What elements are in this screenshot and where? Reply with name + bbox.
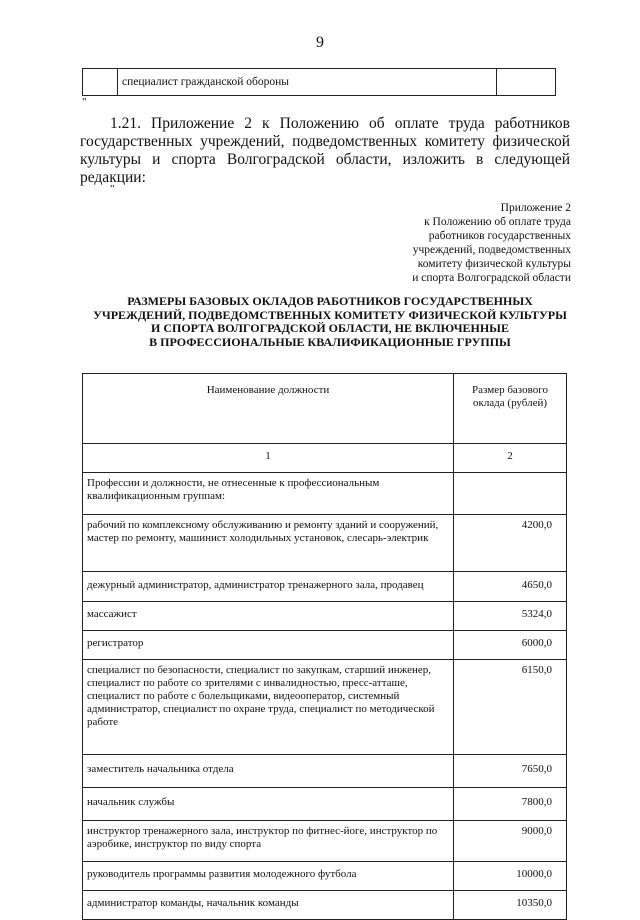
empty-cell [497,69,556,96]
position-name-cell: администратор команды, начальник команды [83,891,454,920]
document-heading [80,295,580,349]
position-name-cell: массажист [83,602,454,631]
salary-cell: 6000,0 [454,631,567,660]
position-name-cell: специалист по безопасности, специалист по закупкам, старший инженер, специалист по работе со зрителями с инвалидностью, пресс-атташе, специалист по работе с болельщиками, видеооператор, системный администратор, специалист по охране труда, специалист по методической работе [83,660,454,755]
position-name-cell: заместитель начальника отдела [83,755,454,788]
salary-table [82,373,567,920]
heading-line: РАЗМЕРЫ БАЗОВЫХ ОКЛАДОВ РАБОТНИКОВ ГОСУДАРСТВЕННЫХ [127,294,533,308]
appendix-line: к Положению об оплате труда [424,216,571,228]
salary-cell: 6150,0 [454,660,567,755]
table-row [83,602,567,631]
table-row [83,821,567,862]
continued-table-fragment [82,68,556,96]
position-name-cell: рабочий по комплексному обслуживанию и ремонту зданий и сооружений, мастер по ремонту, машинист холодильных установок, слесарь-электрик [83,515,454,572]
position-name-cell: начальник службы [83,788,454,821]
column-header-salary: Размер базового оклада (рублей) [454,374,567,444]
salary-cell: 5324,0 [454,602,567,631]
salary-cell: 7800,0 [454,788,567,821]
column-number: 2 [454,444,567,473]
appendix-reference [311,201,571,285]
position-name-cell: Профессии и должности, не отнесенные к профессиональным квалификационным группам: [83,473,454,515]
salary-cell: 10350,0 [454,891,567,920]
appendix-line: учреждений, подведомственных [412,244,571,256]
position-name-cell: инструктор тренажерного зала, инструктор по фитнес-йоге, инструктор по аэробике, инструктор по виду спорта [83,821,454,862]
heading-line: В ПРОФЕССИОНАЛЬНЫЕ КВАЛИФИКАЦИОННЫЕ ГРУППЫ [149,334,511,349]
appendix-line: комитету физической культуры [417,258,571,270]
opening-quote-mark: " [110,183,115,195]
table-row [83,631,567,660]
table-row [83,788,567,821]
table-row [83,755,567,788]
table-row [83,69,556,96]
position-name-cell: специалист гражданской обороны [118,69,497,96]
position-name-cell: руководитель программы развития молодежного футбола [83,862,454,891]
heading-line: УЧРЕЖДЕНИЙ, ПОДВЕДОМСТВЕННЫХ КОМИТЕТУ ФИЗИЧЕСКОЙ КУЛЬТУРЫ [93,307,567,322]
salary-cell: 10000,0 [454,862,567,891]
appendix-line: работников государственных [428,230,571,242]
closing-quote-mark: " [82,96,87,108]
column-number: 1 [83,444,454,473]
table-header-row [83,374,567,444]
table-row [83,891,567,920]
position-name-cell: регистратор [83,631,454,660]
page-number: 9 [316,34,324,51]
amendment-paragraph: 1.21. Приложение 2 к Положению об оплате труда работников государственных учреждений, подведомственных комитету физической культуры и спорта Волгоградской области, изложить в следующей редакции: [80,115,570,186]
heading-line: И СПОРТА ВОЛГОГРАДСКОЙ ОБЛАСТИ, НЕ ВКЛЮЧЕННЫЕ [151,321,509,335]
salary-cell: 4650,0 [454,572,567,602]
table-row [83,660,567,755]
table-row [83,515,567,572]
column-header-position: Наименование должности [83,374,454,444]
salary-cell: 7650,0 [454,755,567,788]
salary-cell: 4200,0 [454,515,567,572]
appendix-line: и спорта Волгоградской области [412,272,571,284]
table-row [83,572,567,602]
empty-cell [83,69,118,96]
salary-cell [454,473,567,515]
table-row [83,862,567,891]
column-number-row [83,444,567,473]
table-row [83,473,567,515]
appendix-line: Приложение 2 [500,202,571,214]
salary-cell: 9000,0 [454,821,567,862]
position-name-cell: дежурный администратор, администратор тренажерного зала, продавец [83,572,454,602]
